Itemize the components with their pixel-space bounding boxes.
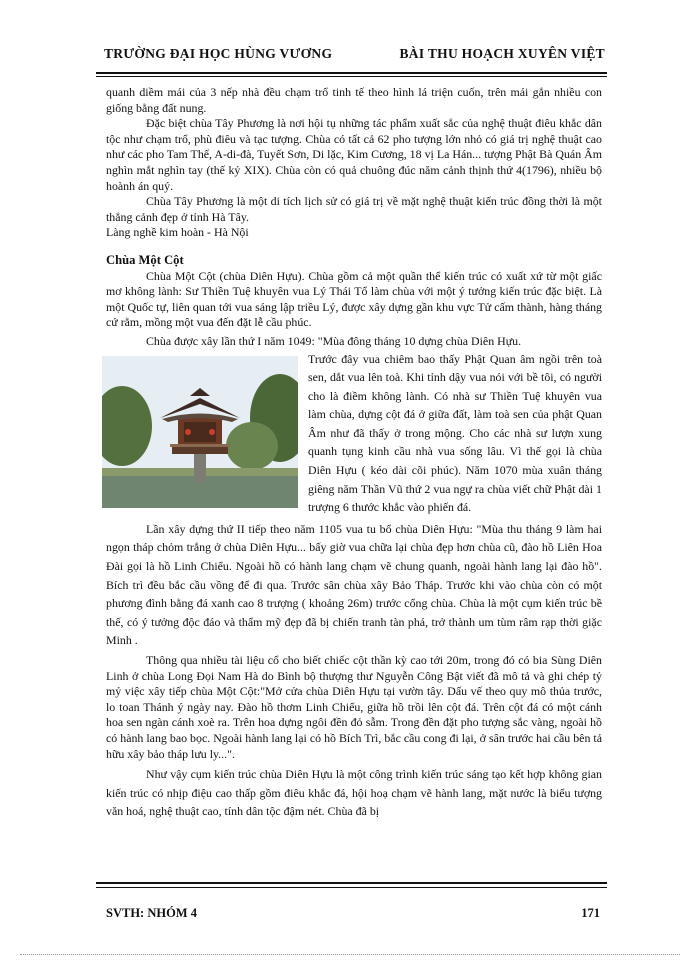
footer-rule-thin [96,887,607,888]
paragraph: Thông qua nhiều tài liệu cổ cho biết chiếc cột thần kỳ cao tới 20m, trong đó có bia Sùng Diên Linh ở chùa Long Đọi Nam Hà do Bình bộ thượng thư Nguyễn Công Bật viết đã mô tả và ghi chép tỷ mỷ việc xây tiếp chùa Một Cột:"Mở cửa chùa Diên Hựu tại vườn tây. Dấu vế theo quy mô thủa trước, lo toan Thánh ý ngày nay. Đào hồ thơm Linh Chiểu, giữa hồ trồi lên cột đá. Trên cột đá có một cánh hoa sen ngàn cánh xoè ra. Trên hoa dựng ngôi đền đỏ sẫm. Trong đền đặt pho tượng sắc vàng, ngoài hồ có hành lang bao bọc. Ngoài hành lang lại có hồ Bích Trì, bắc cầu cong đi lại, ở sân trước hai cầu bên tả hữu xây bảo tháp lưu ly...". [106,653,602,761]
paragraph: Đặc biệt chùa Tây Phương là nơi hội tụ những tác phẩm xuất sắc của nghệ thuật điêu khắc dân tộc như chạm trổ, phù điêu và tạc tượng. Chùa có tất cả 62 pho tượng lớn nhỏ có giá trị nghệ thuật cao như các pho Tam Thế, A-di-đà, Tuyết Sơn, Di lặc, Kim Cương, 18 vị La Hán... tượng Phật Bà Quán Âm nghìn mắt nghìn tay (thế kỷ XIX). Chùa còn có quả chuông đúc năm cảnh thịnh thứ 4(1796), nhiều bộ hoành án quý. [106,116,602,193]
header-school-name: TRƯỜNG ĐẠI HỌC HÙNG VƯƠNG [104,46,333,61]
page-number: 171 [581,906,600,920]
page-content [106,85,602,821]
caption-line: Làng nghề kim hoàn - Hà Nội [106,225,249,240]
paragraph: Chùa Một Cột (chùa Diên Hựu). Chùa gồm cả một quần thể kiến trúc có xuất xứ từ một giấc mơ không lành: Sư Thiền Tuệ khuyên vua Lý Thái Tổ làm chùa với một ý tưởng kiến trúc đặc biệt. Là một Quốc tự, liên quan tới vua sáng lập triều Lý, được xây dựng gần khu vực Tử cấm thành, hàng tháng cứ rằm, mồng một vua đến đặt lễ cầu phúc. [106,268,602,330]
footer-group-label: SVTH: NHÓM 4 [106,906,197,920]
header-report-title: BÀI THU HOẠCH XUYÊN VIỆT [399,46,605,61]
paragraph: Chùa được xây lần thứ I năm 1049: "Mùa đông tháng 10 dựng chùa Diên Hựu. [146,333,522,348]
paragraph: Lần xây dựng thứ II tiếp theo năm 1105 vua tu bổ chùa Diên Hựu: "Mùa thu tháng 9 làm hai ngọn tháp chỏm trắng ở chùa Diên Hựu... bấy giờ vua chữa lại chùa đẹp hơn chùa cũ, đào hồ Liên Hoa Đài gọi là hồ Linh Chiểu. Ngoài hồ có hành lang chạm vẽ chung quanh, ngoài hành lang lại đào hồ". Bích trì đều bắc cầu vồng để đi qua. Trước sân chùa xây Bảo Tháp. Trước khi vào chùa còn có một phương đình bằng đá xanh cao 8 trượng ( khoảng 26m) trước cổng chùa. Chùa là một cụm kiến trúc bề thế, có ý tưởng độc đáo và thẩm mỹ đẹp đã bị chiến tranh tàn phá, trở thành um tùm râm rạp thời giặc Minh . [106,521,602,648]
page-break-line [20,954,680,955]
footer-rule-thick [96,882,607,884]
one-pillar-pagoda-photo [102,356,298,508]
page-header [96,44,607,70]
paragraph: Chùa Tây Phương là một di tích lịch sử có giá trị về mặt nghệ thuật kiến trúc đồng thời là một thắng cảnh đẹp ở tỉnh Hà Tây. [106,194,602,224]
paragraph: Trước đây vua chiêm bao thấy Phật Quan âm ngồi trên toà sen, dắt vua lên toà. Khi tỉnh dậy vua nói với bề tôi, có người cho là điềm không lành. Có nhà sư Thiền Tuệ khuyên vua làm chùa, dựng cột đá ở giữa đất, làm toà sen của phật Quan Âm như đã thấy ở trong mộng. Cho các nhà sư lượn xung quanh tụng kinh cầu nhà vua sống lâu. Vì thế gọi là chùa Diên Hựu ( kéo dài cõi phúc). Năm 1070 mùa xuân tháng giêng năm Thần Vũ thứ 2 vua ngự ra chùa viết chữ Phật dài 1 trượng 6 thước khắc vào phiến đá. [308,351,602,515]
paragraph: quanh diềm mái của 3 nếp nhà đều chạm trổ tinh tế theo hình lá triện cuốn, trên mái gắn nhiều con giống bằng đất nung. [106,85,602,115]
header-rule-thick [96,72,607,74]
section-heading: Chùa Một Cột [106,252,184,267]
header-rule-thin [96,76,607,77]
paragraph: Như vậy cụm kiến trúc chùa Diên Hựu là một công trình kiến trúc sáng tạo kết hợp không gian kiến trúc có nhịp điệu cao thấp gồm điêu khắc đá, hội hoạ chạm vẽ hành lang, mặt nước là biểu tượng văn hoá, nghệ thuật cao, tính dân tộc đậm nét. Chùa đã bị [106,767,602,819]
